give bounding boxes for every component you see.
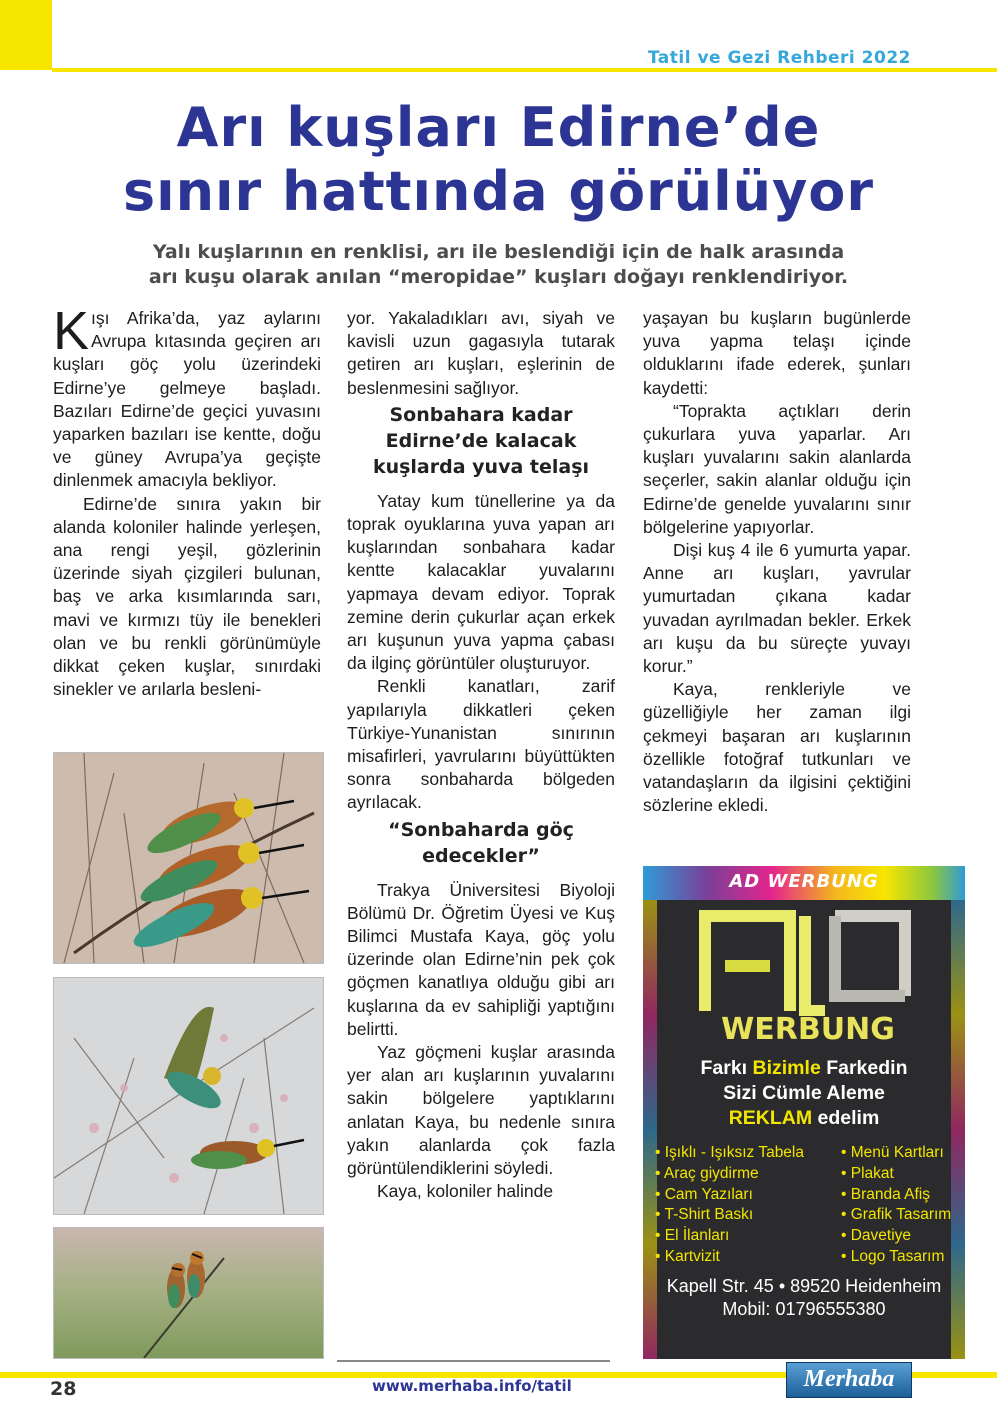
drop-cap: K [53,301,90,361]
list-item: • Plakat [841,1164,951,1185]
paragraph: Edirne’de sınıra yakın bir alanda koloniler halinde yerleşen, ana rengi yeşil, gözlerinin üzerinde siyah çizgileri bulunan, baş ve arka kısımlarında sarı, mavi ve kırmızı tüy ile benekleri olan ve bu renkli görünümüyle dikkat çeken kuşlar, sınırdaki sinekler ve arılarla besleni- [53,493,321,700]
paragraph: Renkli kanatları, zarif yapılarıyla dikkatleri çeken Türkiye-Yunanistan sınırının misafirleri, yavrularını büyüttükten sonra sonbaharda bölgeden ayrılacak. [347,676,615,813]
list-item: • Menü Kartları [841,1143,951,1164]
section-subtitle-1: Sonbahara kadar Edirne’de kalacak kuşlarda yuva telaşı [372,403,590,478]
article-lead [40,240,957,290]
list-item: • Logo Tasarım [841,1247,951,1268]
list-item: • Işıklı - Işıksız Tabela [655,1143,804,1164]
lead-line-1: Yalı kuşlarının en renklisi, arı ile beslendiği için de halk arasında [152,241,845,263]
lead-line-2: arı kuşu olarak anılan “meropidae” kuşları doğayı renklendiriyor. [148,266,849,288]
ad-slogan-1 [643,1057,965,1080]
bird-photo-graphic [54,978,323,1214]
paragraph: Kaya, koloniler halinde [377,1181,554,1202]
ad-slogan-3 [643,1107,965,1130]
slogan-highlight: REKLAM [728,1107,813,1129]
list-item: • Kartvizit [655,1247,804,1268]
bird-photo-graphic [54,1228,323,1358]
paragraph-text: ışı Afrika’da, yaz aylarını Avrupa kıtasında geçiren arı kuşları göç yolu üzerindeki Edirne’ye gelmeye başladı. Bazıları Edirne’de geçici yuvasını yaparken bazıları ise kentte, doğu ve güney Avrupa’ya geçişte dinlenmek amacıyla bekliyor. [53,308,321,491]
paragraph: Trakya Üniversitesi Biyoloji Bölümü Dr. Öğretim Üyesi ve Kuş Bilimci Mustafa Kaya, göç yolu üzerinde olan Edirne’nin pek çok göçmen kanatlıya olduğu gibi arı kuşlarına da ev sahipliği yaptığını belirtti. [347,879,615,1039]
list-item: • Araç giydirme [655,1164,804,1185]
article-column-3 [643,307,911,817]
paragraph: “Toprakta açtıkları derin çukurlara yuva yaparlar. Arı kuşları yuvalarını sakin alanlarda seçerler, sakin alanlar olduğu için Edirne’de genelde yuvalarını sınır bölgelerine yapıyorlar. [643,400,911,537]
list-item: • Cam Yazıları [655,1185,804,1206]
paragraph: Yaz göçmeni kuşlar arasında yer alan arı kuşlarının yuvalarını sakin bölgelere yaptıklarını anlatan Kaya, bu nedenle sınıra yakın alanlarda çok fazla görüntülendiklerini söyledi. [347,1042,615,1179]
paragraph: Dişi kuş 4 ile 6 yumurta yapar. Anne arı kuşları, yavrular yumurtadan çıkana kadar yuvadan ayrılmadan bekler. Erkek arı kuşu da bu süreçte yuvayı korur.” [643,540,911,677]
ad-phone: Mobil: 01796555380 [722,1299,886,1319]
ad-services-left [655,1143,804,1268]
ad-logo-graphic [695,906,915,1016]
advertisement [643,866,965,1359]
article-column-1 [53,301,321,701]
ad-slogan-2: Sizi Cümle Aleme [723,1082,885,1104]
list-item: • Grafik Tasarım [841,1205,951,1226]
title-line-2: sınır hattında görülüyor [122,160,875,223]
paragraph: yaşayan bu kuşların bugünlerde yuva yapma telaşı içinde olduklarını ifade ederek, şunları kaydetti: [643,308,911,398]
list-item: • Branda Afiş [841,1185,951,1206]
page-number: 28 [50,1378,77,1400]
bee-eaters-photo-3 [53,1227,324,1359]
bee-eaters-photo-2 [53,977,324,1215]
ad-brand-name: WERBUNG [721,1012,895,1047]
bee-eaters-photo-1 [53,752,324,964]
article-title [30,96,967,224]
paragraph: Yatay kum tünellerine ya da toprak oyuklarına yuva yapan arı kuşlarından sonbahara kadar kentte kalacaklar yuvalarını yapmaya devam ediyor. Toprak zemine derin çukurlar açan erkek arı kuşunun yuva yapma çabası da ilginç görüntüler oluşturuyor. [347,490,615,674]
slogan-highlight: Bizimle [752,1057,821,1079]
slogan-text: Farkedin [820,1057,908,1079]
title-line-1: Arı kuşları Edirne’de [176,96,821,159]
ad-logo-mark [695,906,915,1021]
slogan-text: edelim [812,1107,880,1129]
paragraph: yor. Yakaladıkları avı, siyah ve kavisli uzun gagasıyla tutarak getiren arı kuşları, eşlerinin de beslenmesini sağlıyor. [347,308,615,398]
corner-accent [0,0,52,70]
paragraph: Kaya, renkleriyle ve güzelliğiyle her zaman ilgi çekmeyi başaran arı kuşlarının özellikle fotoğraf tutkunları ve vatandaşların da ilgisini çektiğini sözlerine ekledi. [643,679,911,816]
bird-photo-graphic [54,753,323,963]
section-subtitle-2: “Sonbaharda göç edecekler” [388,818,574,867]
article-column-2 [347,307,615,1204]
column-end-rule [337,1360,610,1362]
slogan-text: Farkı [700,1057,753,1079]
merhaba-logo [786,1362,912,1398]
ad-services-right [841,1143,951,1268]
ad-address: Kapell Str. 45 • 89520 Heidenheim [666,1276,942,1296]
list-item: • El İlanları [655,1226,804,1247]
list-item: • T-Shirt Baskı [655,1205,804,1226]
top-rule [52,68,997,72]
list-item: • Davetiye [841,1226,951,1247]
paragraph [53,301,321,493]
footer-url-link[interactable]: www.merhaba.info/tatil [372,1377,572,1395]
logo-text: Merhaba [803,1366,895,1392]
ad-header-title: AD WERBUNG [729,871,879,892]
publication-header: Tatil ve Gezi Rehberi 2022 [647,48,911,68]
